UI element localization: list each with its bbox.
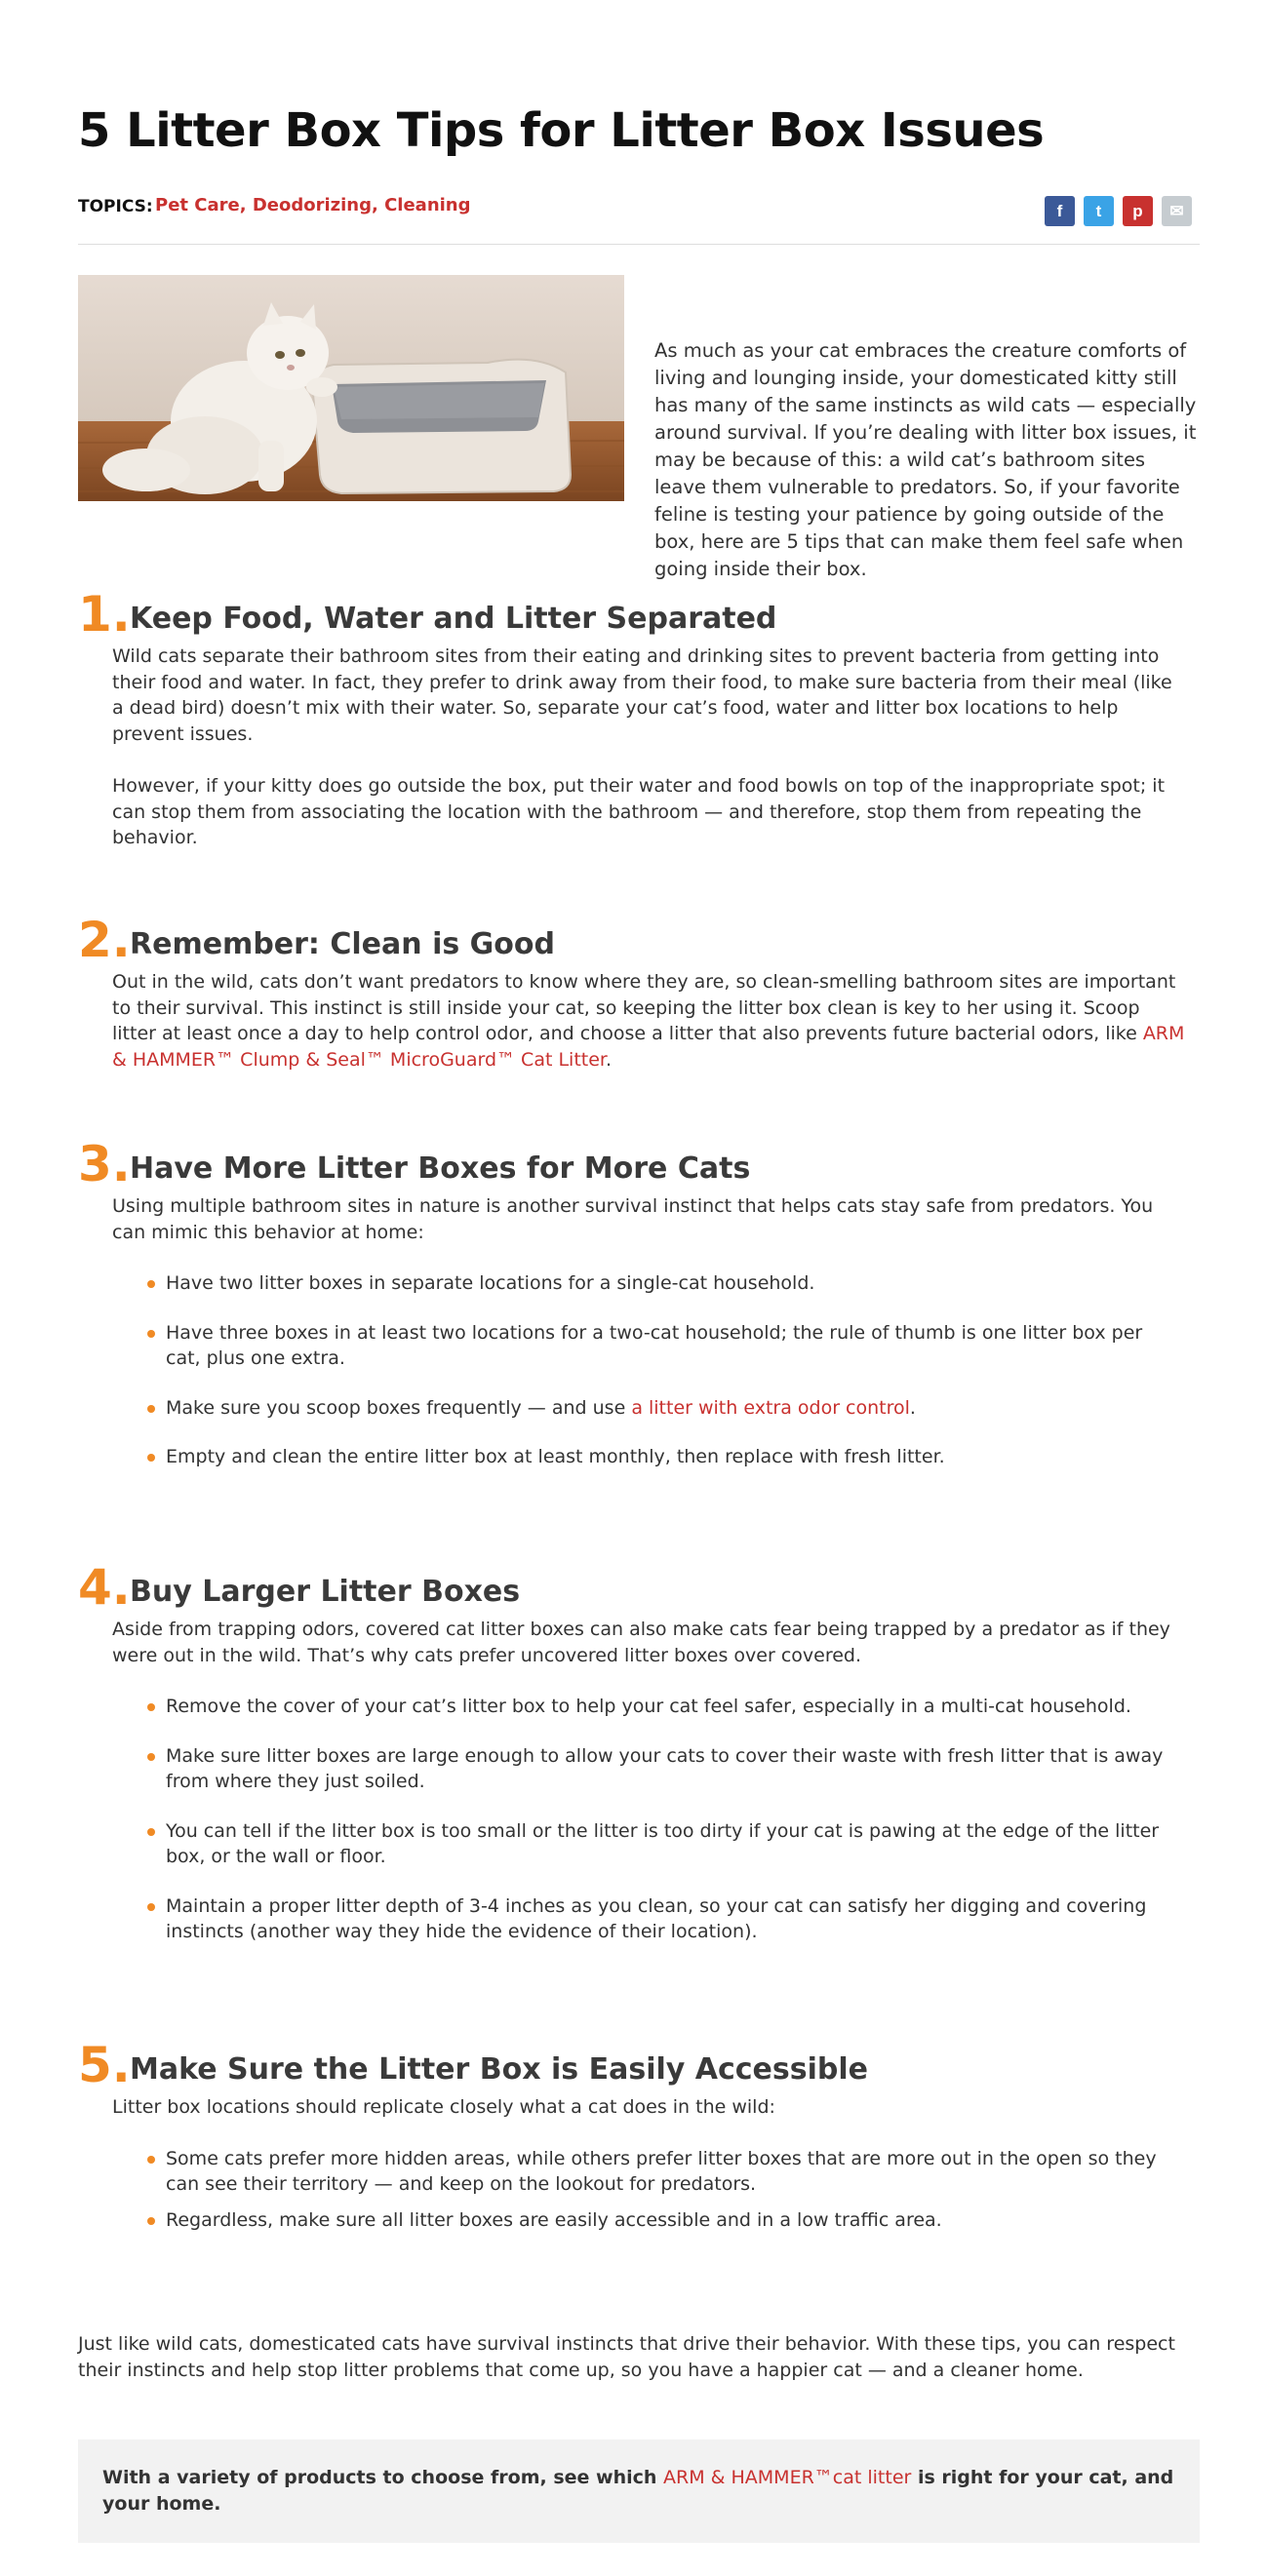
- divider: [78, 244, 1200, 245]
- cta-text: is right for your cat, and your home.: [102, 2467, 1174, 2515]
- twitter-icon[interactable]: t: [1084, 196, 1114, 226]
- section-2: [78, 912, 1200, 1073]
- topics-label: TOPICS:: [78, 197, 153, 216]
- list-item: Have three boxes in at least two locations for a two-cat household; the rule of thumb is one litter box per cat, plus one extra.: [166, 1320, 1180, 1372]
- section-1: [78, 586, 1200, 851]
- list-item: [166, 1395, 1180, 1422]
- list-item: You can tell if the litter box is too small or the litter is too dirty if your cat is pawing at the edge of the litter box, or the wall or floor.: [166, 1818, 1180, 1870]
- section-paragraph: Wild cats separate their bathroom sites from their eating and drinking sites to prevent bacteria from getting into their food and water. In fact, they prefer to drink away from their food, to make sure bacteria from their meal (like a dead bird) doesn’t mix with their water. So, separate your cat’s food, water and litter box locations to help prevent issues.: [112, 645, 1172, 745]
- section-title: Keep Food, Water and Litter Separated: [130, 602, 777, 636]
- section-paragraph: Aside from trapping odors, covered cat litter boxes can also make cats fear being trapped by a predator as if they were out in the wild. That’s why cats prefer uncovered litter boxes over covered.: [112, 1619, 1170, 1666]
- section-title: Make Sure the Litter Box is Easily Accessible: [130, 2052, 868, 2087]
- list-item: Empty and clean the entire litter box at least monthly, then replace with fresh litter.: [166, 1444, 1180, 1470]
- facebook-icon[interactable]: f: [1045, 196, 1075, 226]
- list-item-text: .: [909, 1396, 916, 1419]
- page-title: 5 Litter Box Tips for Litter Box Issues: [78, 103, 1045, 159]
- clump-seal-litter-link[interactable]: ARM & HAMMER™ Clump & Seal™ MicroGuard™ Cat Litter: [112, 1023, 1185, 1071]
- section-title: Buy Larger Litter Boxes: [130, 1575, 521, 1609]
- list-item: Some cats prefer more hidden areas, while others prefer litter boxes that are more out in the open so they can see their territory — and keep on the lookout for predators.: [166, 2146, 1180, 2198]
- section-paragraph: Using multiple bathroom sites in nature is another survival instinct that helps cats stay safe from predators. You can mimic this behavior at home:: [112, 1195, 1154, 1243]
- section-title: Have More Litter Boxes for More Cats: [130, 1151, 751, 1186]
- share-buttons: [1045, 196, 1192, 226]
- section-number: 4.: [78, 1559, 131, 1616]
- cat-litter-link[interactable]: ARM & HAMMER™cat litter: [663, 2467, 912, 2488]
- list-item: Maintain a proper litter depth of 3-4 inches as you clean, so your cat can satisfy her digging and covering instincts (another way they hide the evidence of their location).: [166, 1893, 1180, 1945]
- odor-control-litter-link[interactable]: a litter with extra odor control: [631, 1396, 910, 1419]
- section-4: [78, 1559, 1200, 1969]
- intro-paragraph: As much as your cat embraces the creature comforts of living and lounging inside, your domesticated kitty still has many of the same instincts as wild cats — especially around survival. If you’re dealing with litter box issues, it may be because of this: a wild cat’s bathroom sites leave them vulnerable to predators. So, if your favorite feline is testing your patience by going outside of the box, here are 5 tips that can make them feel safe when going inside their box.: [654, 338, 1197, 580]
- email-icon[interactable]: ✉: [1162, 196, 1192, 226]
- hero-image-cat-litter-box: [78, 275, 624, 501]
- bullet-list: [166, 1694, 1180, 1945]
- section-3: [78, 1136, 1200, 1494]
- paragraph-text: Out in the wild, cats don’t want predators to know where they are, so clean-smelling bathroom sites are important to their survival. This instinct is still inside your cat, so keeping the litter box clean is key to her using it. Scoop litter at least once a day to help control odor, and choose a litter that also prevents future bacterial odors, like: [112, 971, 1176, 1044]
- section-number: 2.: [78, 912, 131, 968]
- section-paragraph: However, if your kitty does go outside the box, put their water and food bowls on top of the inappropriate spot; it can stop them from associating the location with the bathroom — and therefore, stop them from repeating the behavior.: [112, 775, 1166, 848]
- list-item: Regardless, make sure all litter boxes are easily accessible and in a low traffic area.: [166, 2207, 1180, 2234]
- section-number: 3.: [78, 1136, 131, 1192]
- cta-text: With a variety of products to choose from, see which: [102, 2467, 664, 2488]
- section-paragraph: Litter box locations should replicate closely what a cat does in the wild:: [112, 2096, 775, 2118]
- section-number: 5.: [78, 2037, 131, 2093]
- bullet-list: [166, 1270, 1180, 1470]
- section-title: Remember: Clean is Good: [130, 927, 555, 961]
- list-item: Have two litter boxes in separate locations for a single-cat household.: [166, 1270, 1180, 1297]
- bullet-list: [166, 2146, 1180, 2234]
- pinterest-icon[interactable]: p: [1123, 196, 1153, 226]
- section-number: 1.: [78, 586, 131, 643]
- list-item: Remove the cover of your cat’s litter box to help your cat feel safer, especially in a multi-cat household.: [166, 1694, 1180, 1720]
- paragraph-text: .: [605, 1048, 613, 1071]
- section-paragraph: [112, 969, 1185, 1073]
- closing-paragraph: Just like wild cats, domesticated cats have survival instincts that drive their behavior. With these tips, you can respect their instincts and help stop litter problems that come up, so you have a happier cat — and a cleaner home.: [78, 2333, 1175, 2381]
- cta-box: [78, 2439, 1200, 2543]
- list-item: Make sure litter boxes are large enough to allow your cats to cover their waste with fresh litter that is away from where they just soiled.: [166, 1743, 1180, 1795]
- section-5: [78, 2037, 1200, 2243]
- topics-row: [78, 193, 1200, 222]
- list-item-text: Make sure you scoop boxes frequently — and use: [166, 1396, 632, 1419]
- topics-links[interactable]: Pet Care, Deodorizing, Cleaning: [155, 195, 471, 215]
